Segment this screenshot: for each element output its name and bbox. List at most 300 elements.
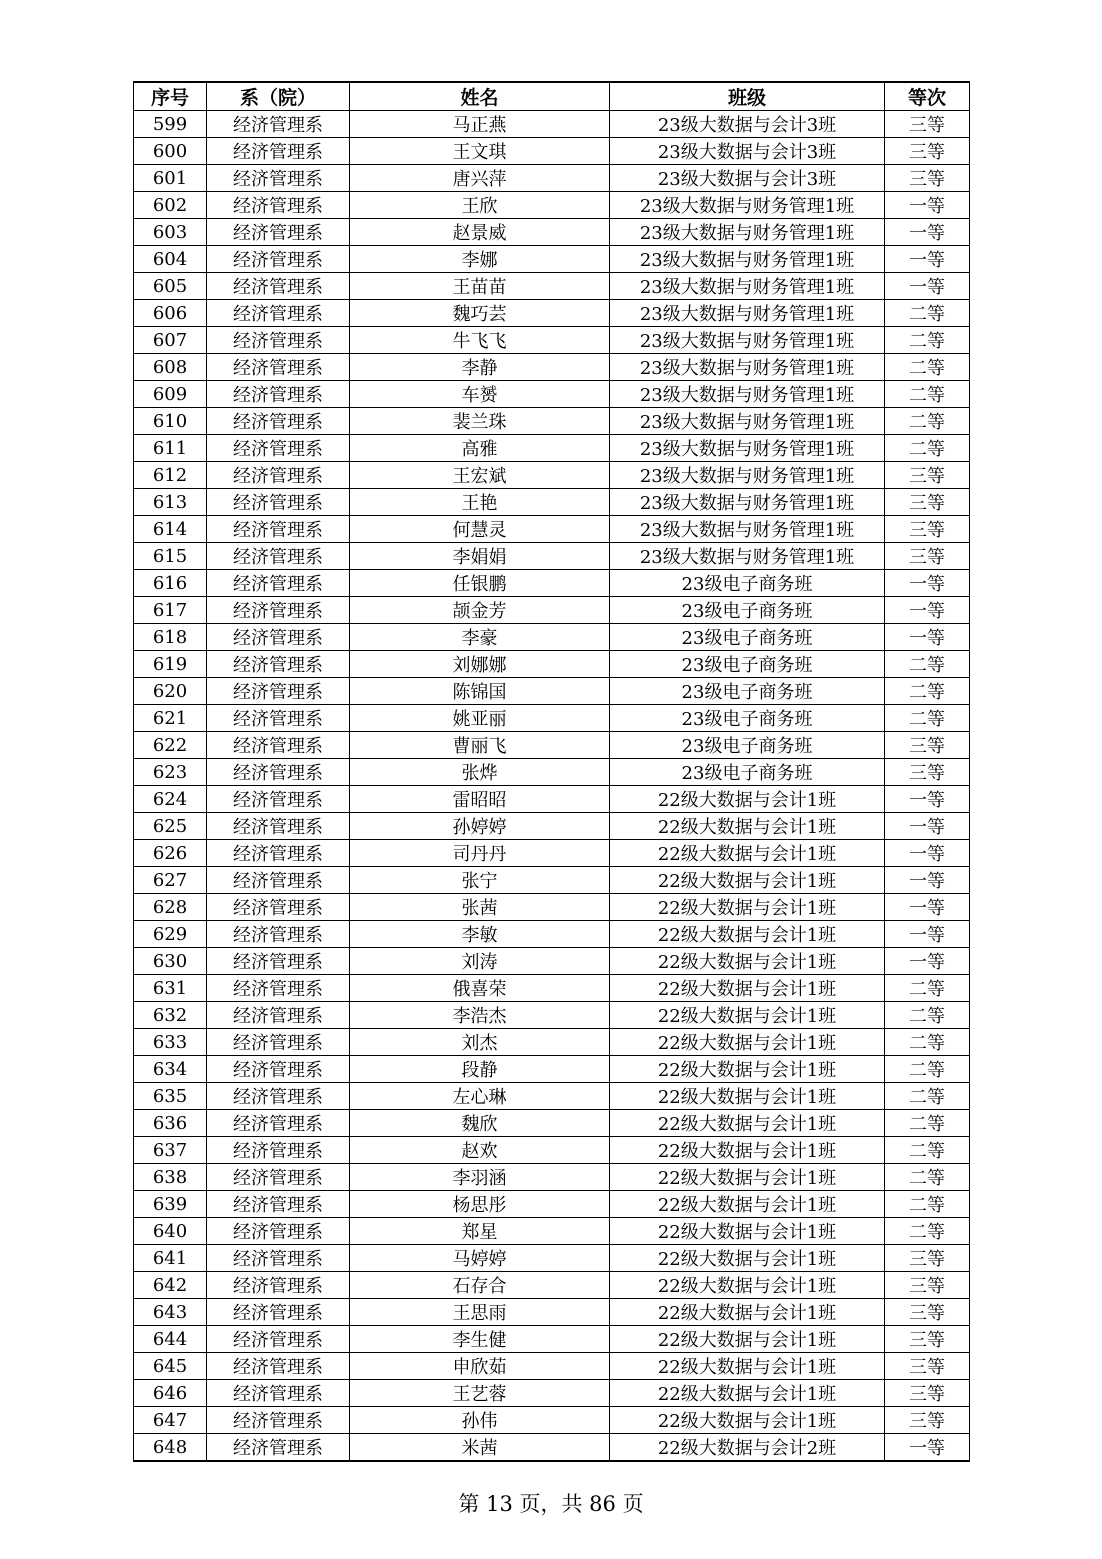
table-row — [134, 1380, 970, 1407]
cell-grade: 二等 — [885, 1002, 970, 1029]
cell-index: 618 — [134, 624, 207, 651]
cell-class: 23级电子商务班 — [610, 597, 885, 624]
cell-grade: 一等 — [885, 840, 970, 867]
cell-name: 张烨 — [350, 759, 610, 786]
cell-index: 610 — [134, 408, 207, 435]
cell-grade: 一等 — [885, 219, 970, 246]
cell-grade: 三等 — [885, 165, 970, 192]
table-body — [134, 111, 970, 1462]
table-row — [134, 867, 970, 894]
cell-name: 李浩杰 — [350, 1002, 610, 1029]
cell-grade: 三等 — [885, 732, 970, 759]
cell-grade: 二等 — [885, 1056, 970, 1083]
cell-index: 602 — [134, 192, 207, 219]
cell-grade: 二等 — [885, 651, 970, 678]
cell-class: 22级大数据与会计2班 — [610, 1434, 885, 1462]
cell-grade: 一等 — [885, 570, 970, 597]
table-row — [134, 651, 970, 678]
table-row — [134, 732, 970, 759]
cell-class: 23级大数据与会计3班 — [610, 165, 885, 192]
cell-grade: 一等 — [885, 624, 970, 651]
cell-name: 裴兰珠 — [350, 408, 610, 435]
cell-index: 628 — [134, 894, 207, 921]
cell-name: 魏巧芸 — [350, 300, 610, 327]
cell-department: 经济管理系 — [207, 1326, 350, 1353]
cell-name: 任银鹏 — [350, 570, 610, 597]
cell-grade: 二等 — [885, 1110, 970, 1137]
cell-class: 22级大数据与会计1班 — [610, 1056, 885, 1083]
table-row — [134, 894, 970, 921]
table-row — [134, 138, 970, 165]
cell-department: 经济管理系 — [207, 1407, 350, 1434]
cell-index: 632 — [134, 1002, 207, 1029]
cell-department: 经济管理系 — [207, 1272, 350, 1299]
cell-grade: 二等 — [885, 408, 970, 435]
cell-name: 孙伟 — [350, 1407, 610, 1434]
cell-department: 经济管理系 — [207, 867, 350, 894]
cell-name: 段静 — [350, 1056, 610, 1083]
cell-grade: 三等 — [885, 1353, 970, 1380]
cell-name: 杨思彤 — [350, 1191, 610, 1218]
cell-class: 22级大数据与会计1班 — [610, 813, 885, 840]
cell-index: 607 — [134, 327, 207, 354]
cell-grade: 二等 — [885, 705, 970, 732]
cell-class: 23级大数据与财务管理1班 — [610, 219, 885, 246]
table-row — [134, 489, 970, 516]
cell-grade: 三等 — [885, 516, 970, 543]
cell-grade: 一等 — [885, 192, 970, 219]
table-row — [134, 435, 970, 462]
cell-name: 马婷婷 — [350, 1245, 610, 1272]
cell-department: 经济管理系 — [207, 435, 350, 462]
cell-class: 23级电子商务班 — [610, 651, 885, 678]
cell-class: 23级大数据与财务管理1班 — [610, 246, 885, 273]
cell-index: 611 — [134, 435, 207, 462]
cell-index: 641 — [134, 1245, 207, 1272]
cell-name: 姚亚丽 — [350, 705, 610, 732]
cell-grade: 二等 — [885, 381, 970, 408]
cell-grade: 二等 — [885, 1191, 970, 1218]
cell-name: 王苗苗 — [350, 273, 610, 300]
table-row — [134, 327, 970, 354]
table-row — [134, 1137, 970, 1164]
cell-index: 629 — [134, 921, 207, 948]
cell-index: 612 — [134, 462, 207, 489]
cell-name: 李豪 — [350, 624, 610, 651]
cell-department: 经济管理系 — [207, 1029, 350, 1056]
cell-index: 617 — [134, 597, 207, 624]
cell-class: 23级大数据与财务管理1班 — [610, 327, 885, 354]
cell-department: 经济管理系 — [207, 570, 350, 597]
cell-name: 陈锦国 — [350, 678, 610, 705]
cell-index: 626 — [134, 840, 207, 867]
cell-grade: 二等 — [885, 354, 970, 381]
cell-name: 李静 — [350, 354, 610, 381]
cell-department: 经济管理系 — [207, 300, 350, 327]
table-row — [134, 516, 970, 543]
cell-department: 经济管理系 — [207, 462, 350, 489]
cell-class: 22级大数据与会计1班 — [610, 1407, 885, 1434]
cell-class: 22级大数据与会计1班 — [610, 867, 885, 894]
table-row — [134, 543, 970, 570]
column-header-index: 序号 — [134, 82, 207, 111]
cell-department: 经济管理系 — [207, 1137, 350, 1164]
cell-class: 23级电子商务班 — [610, 705, 885, 732]
cell-index: 647 — [134, 1407, 207, 1434]
cell-grade: 二等 — [885, 435, 970, 462]
cell-department: 经济管理系 — [207, 1218, 350, 1245]
cell-department: 经济管理系 — [207, 543, 350, 570]
cell-department: 经济管理系 — [207, 1164, 350, 1191]
column-header-name: 姓名 — [350, 82, 610, 111]
cell-name: 孙婷婷 — [350, 813, 610, 840]
cell-department: 经济管理系 — [207, 651, 350, 678]
cell-index: 614 — [134, 516, 207, 543]
cell-name: 李敏 — [350, 921, 610, 948]
cell-department: 经济管理系 — [207, 1353, 350, 1380]
cell-department: 经济管理系 — [207, 165, 350, 192]
cell-class: 23级大数据与财务管理1班 — [610, 354, 885, 381]
cell-name: 张宁 — [350, 867, 610, 894]
cell-name: 刘杰 — [350, 1029, 610, 1056]
cell-department: 经济管理系 — [207, 1434, 350, 1462]
cell-name: 张茜 — [350, 894, 610, 921]
cell-index: 636 — [134, 1110, 207, 1137]
cell-department: 经济管理系 — [207, 327, 350, 354]
cell-class: 22级大数据与会计1班 — [610, 1029, 885, 1056]
cell-index: 615 — [134, 543, 207, 570]
cell-index: 633 — [134, 1029, 207, 1056]
cell-index: 623 — [134, 759, 207, 786]
table-row — [134, 1110, 970, 1137]
cell-index: 619 — [134, 651, 207, 678]
table-row — [134, 840, 970, 867]
cell-name: 王艺蓉 — [350, 1380, 610, 1407]
award-roster-table — [133, 81, 970, 1462]
cell-department: 经济管理系 — [207, 111, 350, 138]
cell-class: 22级大数据与会计1班 — [610, 1326, 885, 1353]
cell-grade: 二等 — [885, 1029, 970, 1056]
cell-index: 630 — [134, 948, 207, 975]
cell-name: 李生健 — [350, 1326, 610, 1353]
table-row — [134, 219, 970, 246]
cell-name: 车赟 — [350, 381, 610, 408]
cell-department: 经济管理系 — [207, 489, 350, 516]
table-row — [134, 705, 970, 732]
cell-department: 经济管理系 — [207, 1002, 350, 1029]
cell-class: 23级电子商务班 — [610, 624, 885, 651]
cell-department: 经济管理系 — [207, 975, 350, 1002]
cell-class: 22级大数据与会计1班 — [610, 1299, 885, 1326]
cell-name: 李娜 — [350, 246, 610, 273]
cell-name: 赵景威 — [350, 219, 610, 246]
cell-name: 唐兴萍 — [350, 165, 610, 192]
cell-grade: 二等 — [885, 1083, 970, 1110]
cell-class: 22级大数据与会计1班 — [610, 1218, 885, 1245]
cell-index: 608 — [134, 354, 207, 381]
cell-class: 23级大数据与财务管理1班 — [610, 192, 885, 219]
cell-name: 李羽涵 — [350, 1164, 610, 1191]
cell-class: 23级大数据与财务管理1班 — [610, 435, 885, 462]
cell-grade: 三等 — [885, 1245, 970, 1272]
cell-grade: 二等 — [885, 975, 970, 1002]
cell-grade: 一等 — [885, 246, 970, 273]
cell-name: 牛飞飞 — [350, 327, 610, 354]
table-row — [134, 597, 970, 624]
cell-name: 王宏斌 — [350, 462, 610, 489]
cell-class: 23级电子商务班 — [610, 759, 885, 786]
cell-class: 23级大数据与财务管理1班 — [610, 462, 885, 489]
cell-department: 经济管理系 — [207, 192, 350, 219]
cell-name: 左心琳 — [350, 1083, 610, 1110]
cell-index: 631 — [134, 975, 207, 1002]
cell-department: 经济管理系 — [207, 1083, 350, 1110]
cell-name: 高雅 — [350, 435, 610, 462]
cell-index: 642 — [134, 1272, 207, 1299]
table-row — [134, 300, 970, 327]
table-row — [134, 1272, 970, 1299]
cell-index: 605 — [134, 273, 207, 300]
cell-class: 22级大数据与会计1班 — [610, 921, 885, 948]
cell-grade: 三等 — [885, 1299, 970, 1326]
cell-index: 606 — [134, 300, 207, 327]
cell-grade: 三等 — [885, 1326, 970, 1353]
cell-index: 613 — [134, 489, 207, 516]
cell-class: 23级大数据与财务管理1班 — [610, 543, 885, 570]
table-row — [134, 1218, 970, 1245]
cell-class: 22级大数据与会计1班 — [610, 1245, 885, 1272]
cell-department: 经济管理系 — [207, 516, 350, 543]
table-row — [134, 1083, 970, 1110]
cell-index: 637 — [134, 1137, 207, 1164]
cell-department: 经济管理系 — [207, 1299, 350, 1326]
cell-grade: 一等 — [885, 921, 970, 948]
cell-grade: 三等 — [885, 462, 970, 489]
table-row — [134, 678, 970, 705]
cell-index: 646 — [134, 1380, 207, 1407]
cell-index: 600 — [134, 138, 207, 165]
cell-department: 经济管理系 — [207, 1056, 350, 1083]
cell-grade: 一等 — [885, 597, 970, 624]
cell-index: 627 — [134, 867, 207, 894]
cell-name: 曹丽飞 — [350, 732, 610, 759]
cell-class: 22级大数据与会计1班 — [610, 1164, 885, 1191]
cell-class: 23级大数据与财务管理1班 — [610, 300, 885, 327]
cell-index: 634 — [134, 1056, 207, 1083]
cell-class: 23级大数据与财务管理1班 — [610, 516, 885, 543]
cell-class: 22级大数据与会计1班 — [610, 1002, 885, 1029]
cell-grade: 二等 — [885, 678, 970, 705]
cell-class: 22级大数据与会计1班 — [610, 948, 885, 975]
cell-class: 23级大数据与会计3班 — [610, 138, 885, 165]
cell-class: 22级大数据与会计1班 — [610, 1272, 885, 1299]
cell-class: 22级大数据与会计1班 — [610, 1353, 885, 1380]
cell-class: 22级大数据与会计1班 — [610, 786, 885, 813]
cell-department: 经济管理系 — [207, 921, 350, 948]
cell-class: 23级电子商务班 — [610, 678, 885, 705]
table-row — [134, 921, 970, 948]
cell-index: 639 — [134, 1191, 207, 1218]
cell-index: 638 — [134, 1164, 207, 1191]
cell-grade: 一等 — [885, 867, 970, 894]
cell-name: 王文琪 — [350, 138, 610, 165]
cell-grade: 三等 — [885, 111, 970, 138]
table-row — [134, 1326, 970, 1353]
cell-grade: 一等 — [885, 894, 970, 921]
cell-index: 644 — [134, 1326, 207, 1353]
table-row — [134, 1353, 970, 1380]
cell-department: 经济管理系 — [207, 273, 350, 300]
cell-index: 624 — [134, 786, 207, 813]
cell-name: 颉金芳 — [350, 597, 610, 624]
cell-name: 俄喜荣 — [350, 975, 610, 1002]
cell-grade: 三等 — [885, 1380, 970, 1407]
cell-index: 635 — [134, 1083, 207, 1110]
cell-grade: 二等 — [885, 1137, 970, 1164]
cell-department: 经济管理系 — [207, 1191, 350, 1218]
table-row — [134, 1164, 970, 1191]
cell-index: 625 — [134, 813, 207, 840]
cell-grade: 三等 — [885, 489, 970, 516]
table-row — [134, 354, 970, 381]
cell-grade: 三等 — [885, 138, 970, 165]
cell-grade: 三等 — [885, 1272, 970, 1299]
cell-department: 经济管理系 — [207, 786, 350, 813]
cell-department: 经济管理系 — [207, 246, 350, 273]
cell-name: 司丹丹 — [350, 840, 610, 867]
cell-index: 609 — [134, 381, 207, 408]
table-row — [134, 1299, 970, 1326]
table-row — [134, 624, 970, 651]
cell-index: 648 — [134, 1434, 207, 1462]
cell-department: 经济管理系 — [207, 1380, 350, 1407]
cell-department: 经济管理系 — [207, 408, 350, 435]
cell-name: 马正燕 — [350, 111, 610, 138]
cell-department: 经济管理系 — [207, 597, 350, 624]
table-row — [134, 948, 970, 975]
cell-index: 616 — [134, 570, 207, 597]
table-row — [134, 111, 970, 138]
column-header-department: 系（院） — [207, 82, 350, 111]
cell-grade: 一等 — [885, 948, 970, 975]
cell-grade: 一等 — [885, 786, 970, 813]
table-row — [134, 759, 970, 786]
cell-grade: 三等 — [885, 543, 970, 570]
cell-grade: 二等 — [885, 1164, 970, 1191]
column-header-class: 班级 — [610, 82, 885, 111]
table-row — [134, 165, 970, 192]
cell-class: 22级大数据与会计1班 — [610, 1110, 885, 1137]
cell-class: 23级大数据与财务管理1班 — [610, 381, 885, 408]
cell-department: 经济管理系 — [207, 138, 350, 165]
cell-name: 王艳 — [350, 489, 610, 516]
cell-name: 王欣 — [350, 192, 610, 219]
cell-name: 申欣茹 — [350, 1353, 610, 1380]
cell-grade: 一等 — [885, 273, 970, 300]
cell-class: 23级大数据与会计3班 — [610, 111, 885, 138]
table-row — [134, 975, 970, 1002]
cell-grade: 一等 — [885, 813, 970, 840]
table-row — [134, 570, 970, 597]
cell-index: 601 — [134, 165, 207, 192]
cell-name: 米茜 — [350, 1434, 610, 1462]
cell-grade: 二等 — [885, 300, 970, 327]
cell-class: 22级大数据与会计1班 — [610, 1137, 885, 1164]
cell-department: 经济管理系 — [207, 705, 350, 732]
cell-class: 22级大数据与会计1班 — [610, 1191, 885, 1218]
cell-name: 魏欣 — [350, 1110, 610, 1137]
cell-name: 王思雨 — [350, 1299, 610, 1326]
cell-index: 620 — [134, 678, 207, 705]
cell-department: 经济管理系 — [207, 354, 350, 381]
cell-name: 赵欢 — [350, 1137, 610, 1164]
page-number: 第 13 页，共 86 页 — [458, 1492, 644, 1516]
cell-index: 603 — [134, 219, 207, 246]
cell-department: 经济管理系 — [207, 678, 350, 705]
cell-name: 刘涛 — [350, 948, 610, 975]
cell-index: 643 — [134, 1299, 207, 1326]
table-row — [134, 1191, 970, 1218]
cell-grade: 二等 — [885, 327, 970, 354]
cell-name: 雷昭昭 — [350, 786, 610, 813]
cell-department: 经济管理系 — [207, 1245, 350, 1272]
cell-department: 经济管理系 — [207, 732, 350, 759]
cell-index: 604 — [134, 246, 207, 273]
table-row — [134, 1434, 970, 1462]
table-row — [134, 1245, 970, 1272]
table-row — [134, 381, 970, 408]
cell-department: 经济管理系 — [207, 1110, 350, 1137]
table-row — [134, 1002, 970, 1029]
cell-class: 23级大数据与财务管理1班 — [610, 408, 885, 435]
cell-department: 经济管理系 — [207, 948, 350, 975]
cell-name: 刘娜娜 — [350, 651, 610, 678]
table-row — [134, 1029, 970, 1056]
cell-class: 22级大数据与会计1班 — [610, 1083, 885, 1110]
cell-index: 622 — [134, 732, 207, 759]
table-row — [134, 786, 970, 813]
cell-class: 22级大数据与会计1班 — [610, 840, 885, 867]
cell-index: 599 — [134, 111, 207, 138]
table-row — [134, 273, 970, 300]
cell-name: 石存合 — [350, 1272, 610, 1299]
cell-department: 经济管理系 — [207, 624, 350, 651]
cell-class: 23级大数据与财务管理1班 — [610, 273, 885, 300]
cell-index: 640 — [134, 1218, 207, 1245]
cell-index: 621 — [134, 705, 207, 732]
table-header-row — [134, 82, 970, 111]
cell-name: 何慧灵 — [350, 516, 610, 543]
cell-class: 23级电子商务班 — [610, 570, 885, 597]
table-row — [134, 246, 970, 273]
column-header-grade: 等次 — [885, 82, 970, 111]
table-row — [134, 192, 970, 219]
cell-class: 23级大数据与财务管理1班 — [610, 489, 885, 516]
table-row — [134, 1407, 970, 1434]
cell-grade: 一等 — [885, 1434, 970, 1462]
cell-department: 经济管理系 — [207, 219, 350, 246]
cell-grade: 三等 — [885, 1407, 970, 1434]
cell-department: 经济管理系 — [207, 840, 350, 867]
cell-department: 经济管理系 — [207, 759, 350, 786]
cell-name: 李娟娟 — [350, 543, 610, 570]
cell-grade: 三等 — [885, 759, 970, 786]
cell-department: 经济管理系 — [207, 381, 350, 408]
cell-department: 经济管理系 — [207, 813, 350, 840]
cell-class: 23级电子商务班 — [610, 732, 885, 759]
cell-class: 22级大数据与会计1班 — [610, 975, 885, 1002]
cell-name: 郑星 — [350, 1218, 610, 1245]
